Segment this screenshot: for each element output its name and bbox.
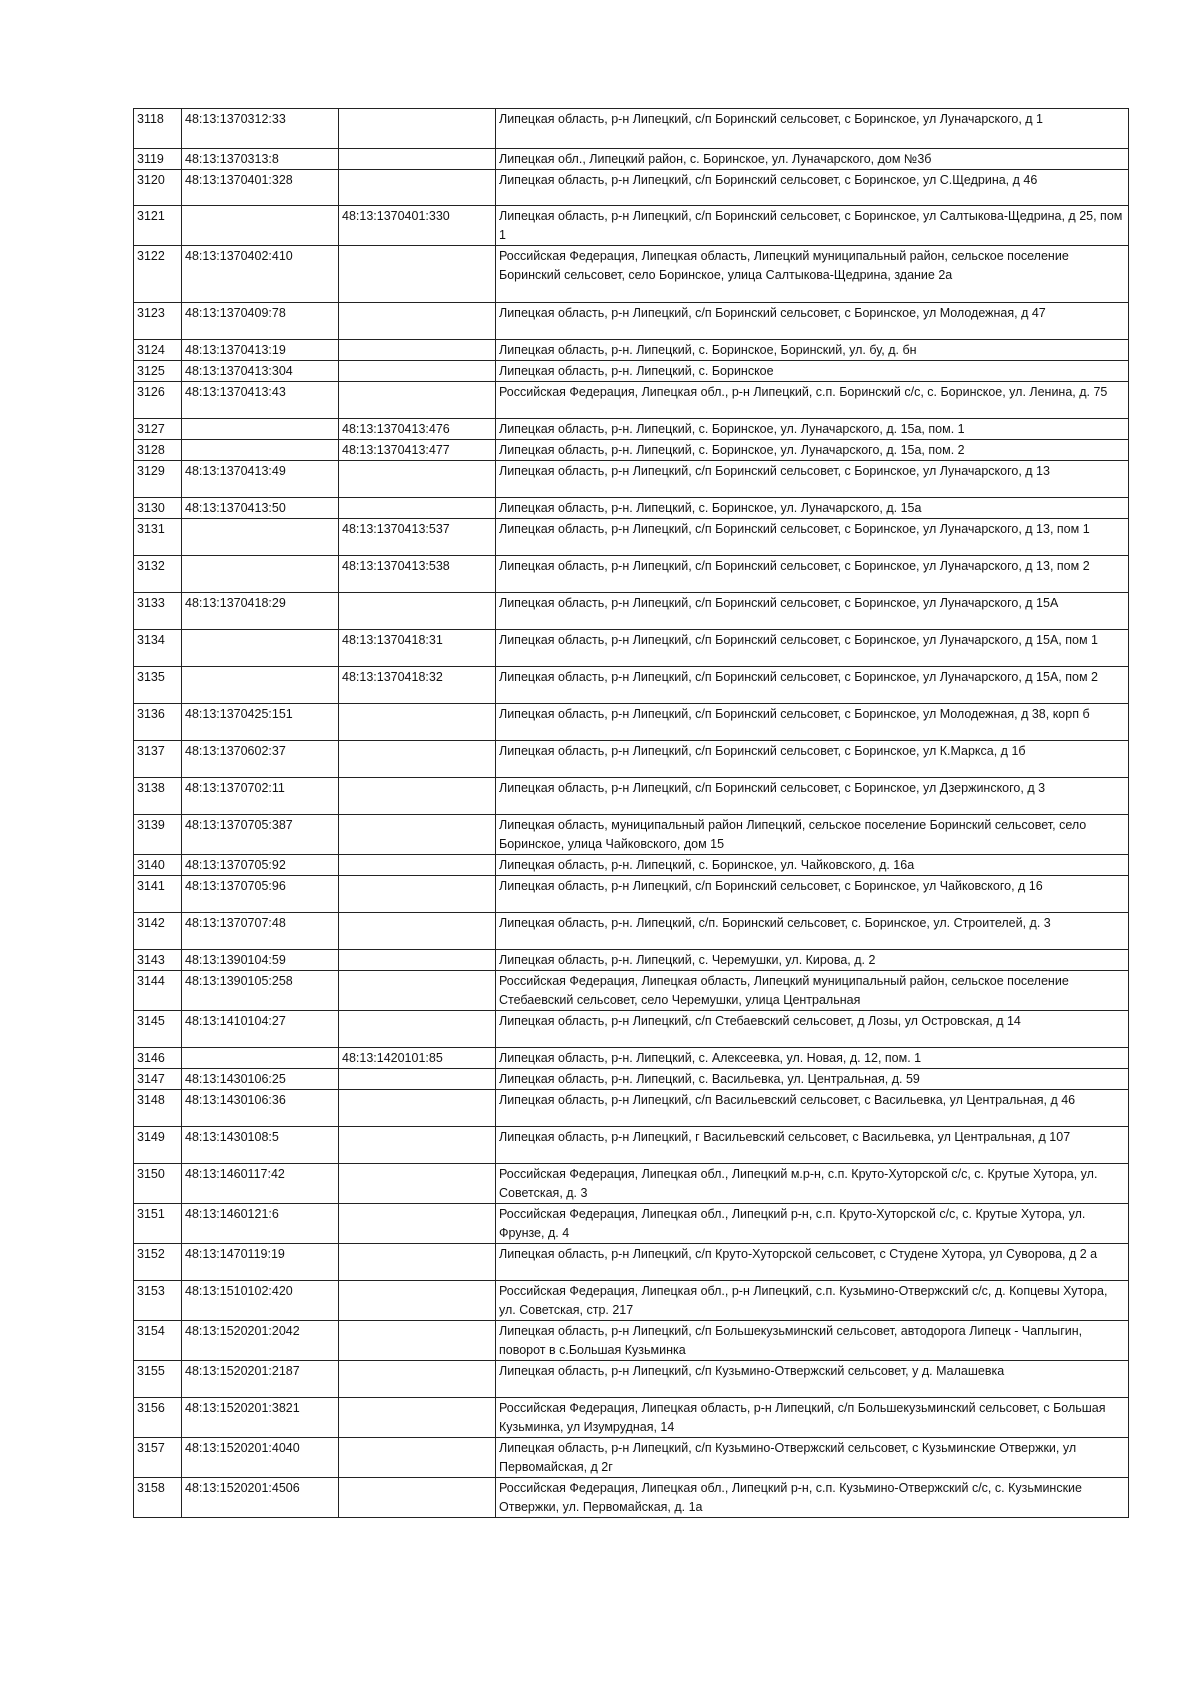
- cadastral-number-cell: [182, 667, 339, 704]
- cadastral-number-secondary-cell: [339, 1281, 496, 1321]
- cadastral-number-cell: 48:13:1370705:92: [182, 855, 339, 876]
- address-cell: Липецкая область, р-н Липецкий, с/п Большекузьминский сельсовет, автодорога Липецк - Чаплыгин, поворот в с.Большая Кузьминка: [496, 1321, 1129, 1361]
- row-number-cell: 3133: [134, 593, 182, 630]
- cadastral-number-cell: 48:13:1460121:6: [182, 1204, 339, 1244]
- table-row: [134, 1204, 1129, 1244]
- cadastral-number-secondary-cell: [339, 1011, 496, 1048]
- address-cell: Российская Федерация, Липецкая область, Липецкий муниципальный район, сельское поселение Стебаевский сельсовет, село Черемушки, улица Центральная: [496, 971, 1129, 1011]
- cadastral-number-secondary-cell: [339, 1478, 496, 1518]
- address-cell: Липецкая область, р-н Липецкий, с/п Боринский сельсовет, с Боринское, ул Молодежная, д 47: [496, 303, 1129, 340]
- table-row: [134, 461, 1129, 498]
- address-cell: Липецкая область, р-н Липецкий, с/п Боринский сельсовет, с Боринское, ул Дзержинского, д 3: [496, 778, 1129, 815]
- cadastral-number-secondary-cell: 48:13:1370413:537: [339, 519, 496, 556]
- cadastral-number-secondary-cell: [339, 1361, 496, 1398]
- cadastral-number-cell: [182, 630, 339, 667]
- row-number-cell: 3149: [134, 1127, 182, 1164]
- cadastral-number-cell: 48:13:1370413:304: [182, 361, 339, 382]
- address-cell: Липецкая область, р-н. Липецкий, с/п. Боринский сельсовет, с. Боринское, ул. Строителей, д. 3: [496, 913, 1129, 950]
- address-cell: Липецкая область, р-н Липецкий, с/п Боринский сельсовет, с Боринское, ул Луначарского, д 15А: [496, 593, 1129, 630]
- row-number-cell: 3154: [134, 1321, 182, 1361]
- cadastral-number-secondary-cell: 48:13:1370413:538: [339, 556, 496, 593]
- row-number-cell: 3118: [134, 109, 182, 149]
- cadastral-number-cell: 48:13:1370312:33: [182, 109, 339, 149]
- cadastral-number-cell: [182, 419, 339, 440]
- row-number-cell: 3151: [134, 1204, 182, 1244]
- cadastral-number-secondary-cell: [339, 303, 496, 340]
- cadastral-number-secondary-cell: [339, 704, 496, 741]
- cadastral-number-cell: [182, 556, 339, 593]
- cadastral-number-cell: 48:13:1370409:78: [182, 303, 339, 340]
- table-row: [134, 109, 1129, 149]
- address-cell: Липецкая область, р-н. Липецкий, с. Боринское, Боринский, ул. бу, д. бн: [496, 340, 1129, 361]
- cadastral-number-secondary-cell: 48:13:1420101:85: [339, 1048, 496, 1069]
- table-row: [134, 950, 1129, 971]
- address-cell: Липецкая область, р-н. Липецкий, с. Боринское, ул. Луначарского, д. 15а, пом. 1: [496, 419, 1129, 440]
- cadastral-number-cell: 48:13:1390104:59: [182, 950, 339, 971]
- table-row: [134, 971, 1129, 1011]
- row-number-cell: 3153: [134, 1281, 182, 1321]
- address-cell: Российская Федерация, Липецкая область, Липецкий муниципальный район, сельское поселение Боринский сельсовет, село Боринское, улица Салтыкова-Щедрина, здание 2а: [496, 246, 1129, 303]
- address-cell: Липецкая область, р-н Липецкий, с/п Боринский сельсовет, с Боринское, ул К.Маркса, д 1б: [496, 741, 1129, 778]
- cadastral-number-cell: 48:13:1520201:4040: [182, 1438, 339, 1478]
- table-row: [134, 778, 1129, 815]
- cadastral-number-secondary-cell: [339, 971, 496, 1011]
- cadastral-number-cell: 48:13:1390105:258: [182, 971, 339, 1011]
- table-row: [134, 1361, 1129, 1398]
- cadastral-number-cell: 48:13:1370705:96: [182, 876, 339, 913]
- table-row: [134, 1090, 1129, 1127]
- row-number-cell: 3152: [134, 1244, 182, 1281]
- cadastral-number-secondary-cell: [339, 593, 496, 630]
- address-cell: Липецкая область, р-н Липецкий, с/п Круто-Хуторской сельсовет, с Студене Хутора, ул Суворова, д 2 а: [496, 1244, 1129, 1281]
- row-number-cell: 3147: [134, 1069, 182, 1090]
- cadastral-number-cell: 48:13:1410104:27: [182, 1011, 339, 1048]
- cadastral-number-secondary-cell: [339, 246, 496, 303]
- row-number-cell: 3128: [134, 440, 182, 461]
- address-cell: Липецкая область, р-н. Липецкий, с. Васильевка, ул. Центральная, д. 59: [496, 1069, 1129, 1090]
- cadastral-number-cell: 48:13:1520201:2042: [182, 1321, 339, 1361]
- address-cell: Липецкая область, р-н Липецкий, с/п Боринский сельсовет, с Боринское, ул Луначарского, д 15А, пом 1: [496, 630, 1129, 667]
- table-row: [134, 1048, 1129, 1069]
- cadastral-number-cell: 48:13:1520201:2187: [182, 1361, 339, 1398]
- cadastral-number-cell: 48:13:1370705:387: [182, 815, 339, 855]
- table-row: [134, 1478, 1129, 1518]
- table-row: [134, 1244, 1129, 1281]
- table-row: [134, 206, 1129, 246]
- table-row: [134, 855, 1129, 876]
- cadastral-number-secondary-cell: [339, 950, 496, 971]
- table-row: [134, 1398, 1129, 1438]
- cadastral-number-cell: 48:13:1470119:19: [182, 1244, 339, 1281]
- table-row: [134, 1011, 1129, 1048]
- cadastral-number-secondary-cell: [339, 109, 496, 149]
- row-number-cell: 3137: [134, 741, 182, 778]
- cadastral-number-secondary-cell: [339, 855, 496, 876]
- row-number-cell: 3127: [134, 419, 182, 440]
- cadastral-number-secondary-cell: [339, 778, 496, 815]
- cadastral-number-secondary-cell: [339, 149, 496, 170]
- row-number-cell: 3121: [134, 206, 182, 246]
- cadastral-number-cell: 48:13:1370413:50: [182, 498, 339, 519]
- row-number-cell: 3158: [134, 1478, 182, 1518]
- address-cell: Российская Федерация, Липецкая обл., р-н Липецкий, с.п. Кузьмино-Отвержский с/с, д. Копцевы Хутора, ул. Советская, стр. 217: [496, 1281, 1129, 1321]
- row-number-cell: 3125: [134, 361, 182, 382]
- address-cell: Липецкая область, муниципальный район Липецкий, сельское поселение Боринский сельсовет, село Боринское, улица Чайковского, дом 15: [496, 815, 1129, 855]
- cadastral-number-cell: 48:13:1370425:151: [182, 704, 339, 741]
- address-cell: Липецкая область, р-н Липецкий, с/п Боринский сельсовет, с Боринское, ул Луначарского, д 1: [496, 109, 1129, 149]
- address-cell: Липецкая область, р-н Липецкий, с/п Кузьмино-Отвержский сельсовет, у д. Малашевка: [496, 1361, 1129, 1398]
- cadastral-number-secondary-cell: 48:13:1370413:477: [339, 440, 496, 461]
- address-cell: Российская Федерация, Липецкая область, р-н Липецкий, с/п Большекузьминский сельсовет, с Большая Кузьминка, ул Изумрудная, 14: [496, 1398, 1129, 1438]
- table-row: [134, 498, 1129, 519]
- address-cell: Липецкая область, р-н Липецкий, с/п Кузьмино-Отвержский сельсовет, с Кузьминские Отвержки, ул Первомайская, д 2г: [496, 1438, 1129, 1478]
- address-cell: Российская Федерация, Липецкая обл., Липецкий р-н, с.п. Круто-Хуторской с/с, с. Крутые Хутора, ул. Фрунзе, д. 4: [496, 1204, 1129, 1244]
- cadastral-number-secondary-cell: [339, 876, 496, 913]
- cadastral-number-cell: [182, 440, 339, 461]
- address-cell: Липецкая область, р-н. Липецкий, с. Боринское, ул. Чайковского, д. 16а: [496, 855, 1129, 876]
- table-row: [134, 593, 1129, 630]
- table-row: [134, 667, 1129, 704]
- address-cell: Российская Федерация, Липецкая обл., р-н Липецкий, с.п. Боринский с/с, с. Боринское, ул. Ленина, д. 75: [496, 382, 1129, 419]
- row-number-cell: 3141: [134, 876, 182, 913]
- row-number-cell: 3122: [134, 246, 182, 303]
- address-cell: Липецкая область, р-н Липецкий, с/п Боринский сельсовет, с Боринское, ул Луначарского, д 15А, пом 2: [496, 667, 1129, 704]
- address-cell: Липецкая область, р-н Липецкий, с/п Стебаевский сельсовет, д Лозы, ул Островская, д 14: [496, 1011, 1129, 1048]
- cadastral-number-cell: 48:13:1510102:420: [182, 1281, 339, 1321]
- row-number-cell: 3138: [134, 778, 182, 815]
- table-row: [134, 440, 1129, 461]
- address-cell: Липецкая область, р-н Липецкий, с/п Боринский сельсовет, с Боринское, ул Салтыкова-Щедрина, д 25, пом 1: [496, 206, 1129, 246]
- cadastral-number-secondary-cell: [339, 340, 496, 361]
- address-cell: Липецкая область, р-н Липецкий, с/п Боринский сельсовет, с Боринское, ул Молодежная, д 38, корп б: [496, 704, 1129, 741]
- address-cell: Липецкая область, р-н Липецкий, с/п Васильевский сельсовет, с Васильевка, ул Центральная, д 46: [496, 1090, 1129, 1127]
- table-row: [134, 741, 1129, 778]
- cadastral-number-cell: 48:13:1370413:49: [182, 461, 339, 498]
- cadastral-number-secondary-cell: [339, 1398, 496, 1438]
- table-row: [134, 382, 1129, 419]
- address-cell: Липецкая область, р-н. Липецкий, с. Боринское, ул. Луначарского, д. 15а, пом. 2: [496, 440, 1129, 461]
- table-row: [134, 246, 1129, 303]
- table-row: [134, 340, 1129, 361]
- cadastral-number-cell: 48:13:1370413:43: [182, 382, 339, 419]
- row-number-cell: 3156: [134, 1398, 182, 1438]
- row-number-cell: 3119: [134, 149, 182, 170]
- table-row: [134, 419, 1129, 440]
- cadastral-number-secondary-cell: [339, 1244, 496, 1281]
- table-row: [134, 630, 1129, 667]
- cadastral-number-cell: 48:13:1370602:37: [182, 741, 339, 778]
- address-cell: Липецкая обл., Липецкий район, с. Боринское, ул. Луначарского, дом №3б: [496, 149, 1129, 170]
- row-number-cell: 3136: [134, 704, 182, 741]
- cadastral-number-cell: 48:13:1460117:42: [182, 1164, 339, 1204]
- table-row: [134, 815, 1129, 855]
- row-number-cell: 3129: [134, 461, 182, 498]
- document-page: [133, 108, 1128, 1518]
- table-row: [134, 1281, 1129, 1321]
- cadastral-number-cell: 48:13:1430108:5: [182, 1127, 339, 1164]
- table-row: [134, 1321, 1129, 1361]
- cadastral-number-cell: 48:13:1370418:29: [182, 593, 339, 630]
- cadastral-number-secondary-cell: [339, 1164, 496, 1204]
- address-cell: Российская Федерация, Липецкая обл., Липецкий р-н, с.п. Кузьмино-Отвержский с/с, с. Кузьминские Отвержки, ул. Первомайская, д. 1а: [496, 1478, 1129, 1518]
- row-number-cell: 3155: [134, 1361, 182, 1398]
- table-row: [134, 170, 1129, 206]
- table-row: [134, 149, 1129, 170]
- table-row: [134, 361, 1129, 382]
- row-number-cell: 3134: [134, 630, 182, 667]
- address-cell: Липецкая область, р-н Липецкий, с/п Боринский сельсовет, с Боринское, ул С.Щедрина, д 46: [496, 170, 1129, 206]
- cadastral-number-cell: [182, 519, 339, 556]
- row-number-cell: 3140: [134, 855, 182, 876]
- cadastral-number-cell: 48:13:1370401:328: [182, 170, 339, 206]
- cadastral-number-cell: 48:13:1370702:11: [182, 778, 339, 815]
- cadastral-number-cell: 48:13:1520201:4506: [182, 1478, 339, 1518]
- property-register-table: [133, 108, 1129, 1518]
- cadastral-number-cell: 48:13:1430106:36: [182, 1090, 339, 1127]
- cadastral-number-cell: [182, 1048, 339, 1069]
- cadastral-number-cell: 48:13:1430106:25: [182, 1069, 339, 1090]
- cadastral-number-secondary-cell: [339, 382, 496, 419]
- address-cell: Липецкая область, р-н Липецкий, г Васильевский сельсовет, с Васильевка, ул Центральная, д 107: [496, 1127, 1129, 1164]
- row-number-cell: 3145: [134, 1011, 182, 1048]
- table-body: [134, 109, 1129, 1518]
- row-number-cell: 3157: [134, 1438, 182, 1478]
- cadastral-number-secondary-cell: [339, 461, 496, 498]
- cadastral-number-secondary-cell: [339, 1438, 496, 1478]
- address-cell: Липецкая область, р-н. Липецкий, с. Алексеевка, ул. Новая, д. 12, пом. 1: [496, 1048, 1129, 1069]
- table-row: [134, 303, 1129, 340]
- table-row: [134, 519, 1129, 556]
- cadastral-number-secondary-cell: [339, 1069, 496, 1090]
- cadastral-number-secondary-cell: [339, 1321, 496, 1361]
- cadastral-number-secondary-cell: [339, 361, 496, 382]
- cadastral-number-secondary-cell: 48:13:1370401:330: [339, 206, 496, 246]
- row-number-cell: 3139: [134, 815, 182, 855]
- row-number-cell: 3132: [134, 556, 182, 593]
- row-number-cell: 3143: [134, 950, 182, 971]
- row-number-cell: 3135: [134, 667, 182, 704]
- row-number-cell: 3123: [134, 303, 182, 340]
- table-row: [134, 704, 1129, 741]
- cadastral-number-secondary-cell: [339, 1127, 496, 1164]
- cadastral-number-secondary-cell: [339, 1090, 496, 1127]
- table-row: [134, 876, 1129, 913]
- cadastral-number-secondary-cell: [339, 741, 496, 778]
- table-row: [134, 1164, 1129, 1204]
- table-row: [134, 1069, 1129, 1090]
- row-number-cell: 3120: [134, 170, 182, 206]
- cadastral-number-cell: 48:13:1370313:8: [182, 149, 339, 170]
- address-cell: Липецкая область, р-н. Липецкий, с. Черемушки, ул. Кирова, д. 2: [496, 950, 1129, 971]
- cadastral-number-secondary-cell: [339, 170, 496, 206]
- row-number-cell: 3150: [134, 1164, 182, 1204]
- address-cell: Липецкая область, р-н. Липецкий, с. Боринское: [496, 361, 1129, 382]
- address-cell: Липецкая область, р-н Липецкий, с/п Боринский сельсовет, с Боринское, ул Луначарского, д 13: [496, 461, 1129, 498]
- table-row: [134, 556, 1129, 593]
- cadastral-number-cell: 48:13:1370402:410: [182, 246, 339, 303]
- cadastral-number-secondary-cell: [339, 1204, 496, 1244]
- cadastral-number-secondary-cell: 48:13:1370413:476: [339, 419, 496, 440]
- row-number-cell: 3124: [134, 340, 182, 361]
- table-row: [134, 913, 1129, 950]
- cadastral-number-secondary-cell: [339, 498, 496, 519]
- address-cell: Липецкая область, р-н Липецкий, с/п Боринский сельсовет, с Боринское, ул Луначарского, д 13, пом 1: [496, 519, 1129, 556]
- row-number-cell: 3130: [134, 498, 182, 519]
- row-number-cell: 3131: [134, 519, 182, 556]
- address-cell: Российская Федерация, Липецкая обл., Липецкий м.р-н, с.п. Круто-Хуторской с/с, с. Крутые Хутора, ул. Советская, д. 3: [496, 1164, 1129, 1204]
- cadastral-number-cell: 48:13:1370707:48: [182, 913, 339, 950]
- cadastral-number-cell: 48:13:1520201:3821: [182, 1398, 339, 1438]
- address-cell: Липецкая область, р-н Липецкий, с/п Боринский сельсовет, с Боринское, ул Чайковского, д 16: [496, 876, 1129, 913]
- cadastral-number-secondary-cell: 48:13:1370418:32: [339, 667, 496, 704]
- row-number-cell: 3142: [134, 913, 182, 950]
- cadastral-number-secondary-cell: [339, 815, 496, 855]
- address-cell: Липецкая область, р-н. Липецкий, с. Боринское, ул. Луначарского, д. 15а: [496, 498, 1129, 519]
- cadastral-number-secondary-cell: [339, 913, 496, 950]
- row-number-cell: 3126: [134, 382, 182, 419]
- cadastral-number-cell: 48:13:1370413:19: [182, 340, 339, 361]
- row-number-cell: 3144: [134, 971, 182, 1011]
- row-number-cell: 3148: [134, 1090, 182, 1127]
- cadastral-number-secondary-cell: 48:13:1370418:31: [339, 630, 496, 667]
- table-row: [134, 1438, 1129, 1478]
- address-cell: Липецкая область, р-н Липецкий, с/п Боринский сельсовет, с Боринское, ул Луначарского, д 13, пом 2: [496, 556, 1129, 593]
- cadastral-number-cell: [182, 206, 339, 246]
- table-row: [134, 1127, 1129, 1164]
- row-number-cell: 3146: [134, 1048, 182, 1069]
